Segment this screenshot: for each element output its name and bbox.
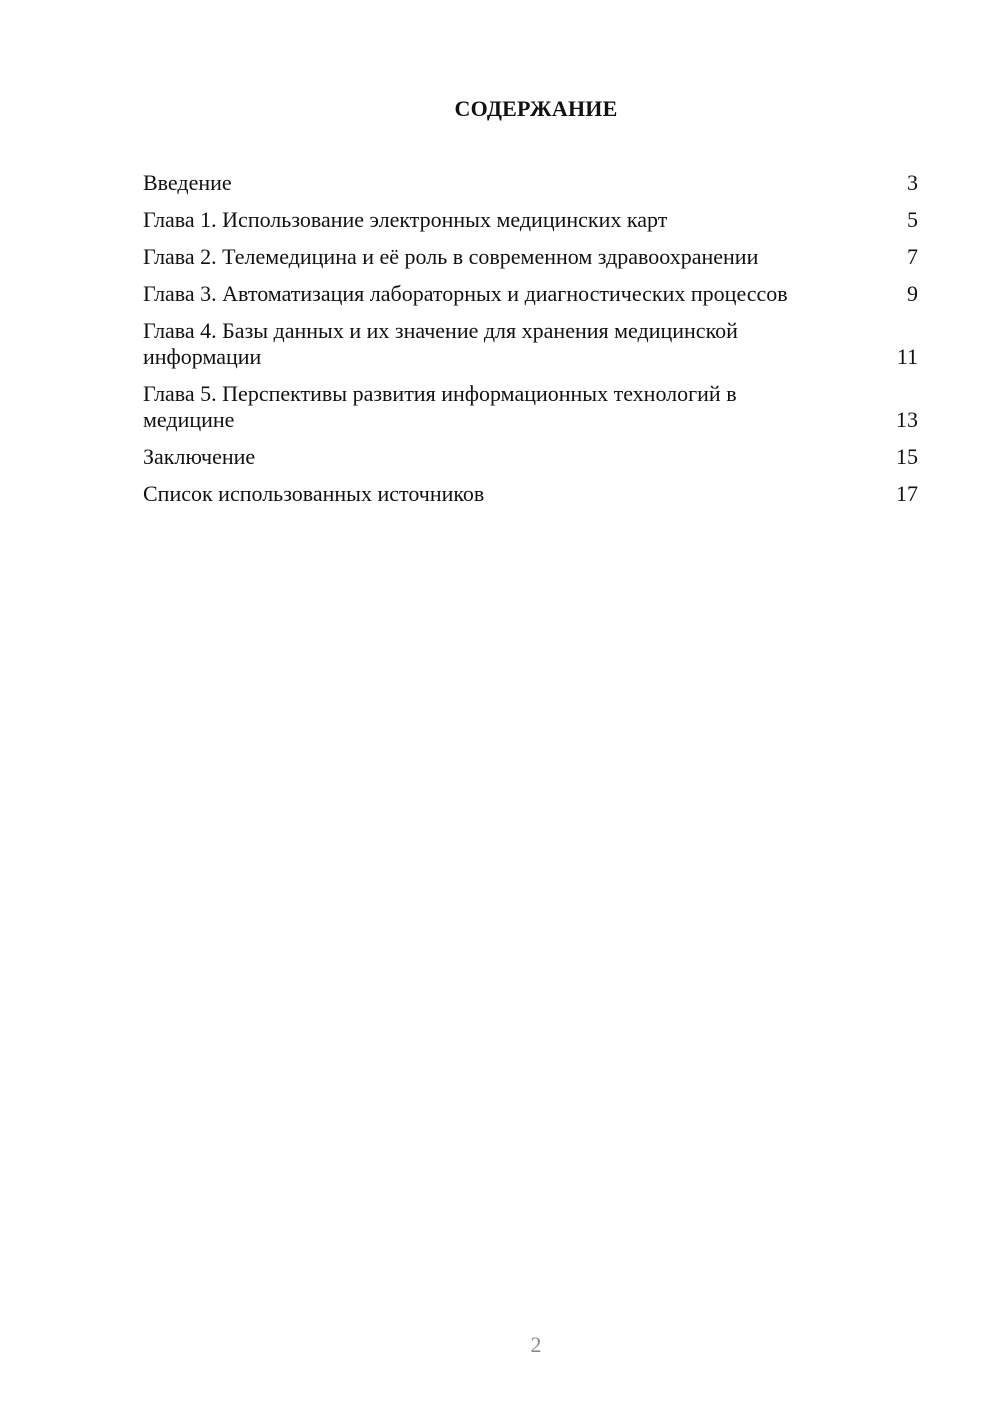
- toc-entry[interactable]: [143, 170, 918, 196]
- page-title: СОДЕРЖАНИЕ: [454, 96, 618, 121]
- toc-entry-text: Глава 4. Базы данных и их значение для хранения медицинской информации: [143, 318, 738, 369]
- toc-entry[interactable]: [143, 381, 918, 433]
- toc-entry-page: 17: [896, 481, 918, 506]
- toc-entry-page: 13: [896, 407, 918, 432]
- toc-entry-text: Глава 2. Телемедицина и её роль в современном здравоохранении: [143, 244, 759, 269]
- table-of-contents: [143, 170, 918, 518]
- toc-entry-page: 9: [907, 281, 918, 306]
- toc-entry[interactable]: [143, 207, 918, 233]
- toc-entry-text: Введение: [143, 170, 232, 195]
- toc-entry-text: Заключение: [143, 444, 256, 469]
- toc-entry-page: 15: [896, 444, 918, 469]
- toc-entry[interactable]: [143, 244, 918, 270]
- page-number: 2: [530, 1332, 542, 1357]
- toc-entry-page: 11: [896, 344, 918, 369]
- toc-entry[interactable]: [143, 444, 918, 470]
- toc-entry-page: 3: [907, 170, 918, 195]
- toc-entry-text: Список использованных источников: [143, 481, 485, 506]
- toc-entry-text: Глава 3. Автоматизация лабораторных и диагностических процессов: [143, 281, 788, 306]
- toc-entry[interactable]: [143, 281, 918, 307]
- toc-entry-page: 5: [907, 207, 918, 232]
- toc-entry[interactable]: [143, 481, 918, 507]
- toc-entry-page: 7: [907, 244, 918, 269]
- toc-entry[interactable]: [143, 318, 918, 370]
- toc-entry-text: Глава 1. Использование электронных медицинских карт: [143, 207, 668, 232]
- toc-entry-text: Глава 5. Перспективы развития информационных технологий в медицине: [143, 381, 737, 432]
